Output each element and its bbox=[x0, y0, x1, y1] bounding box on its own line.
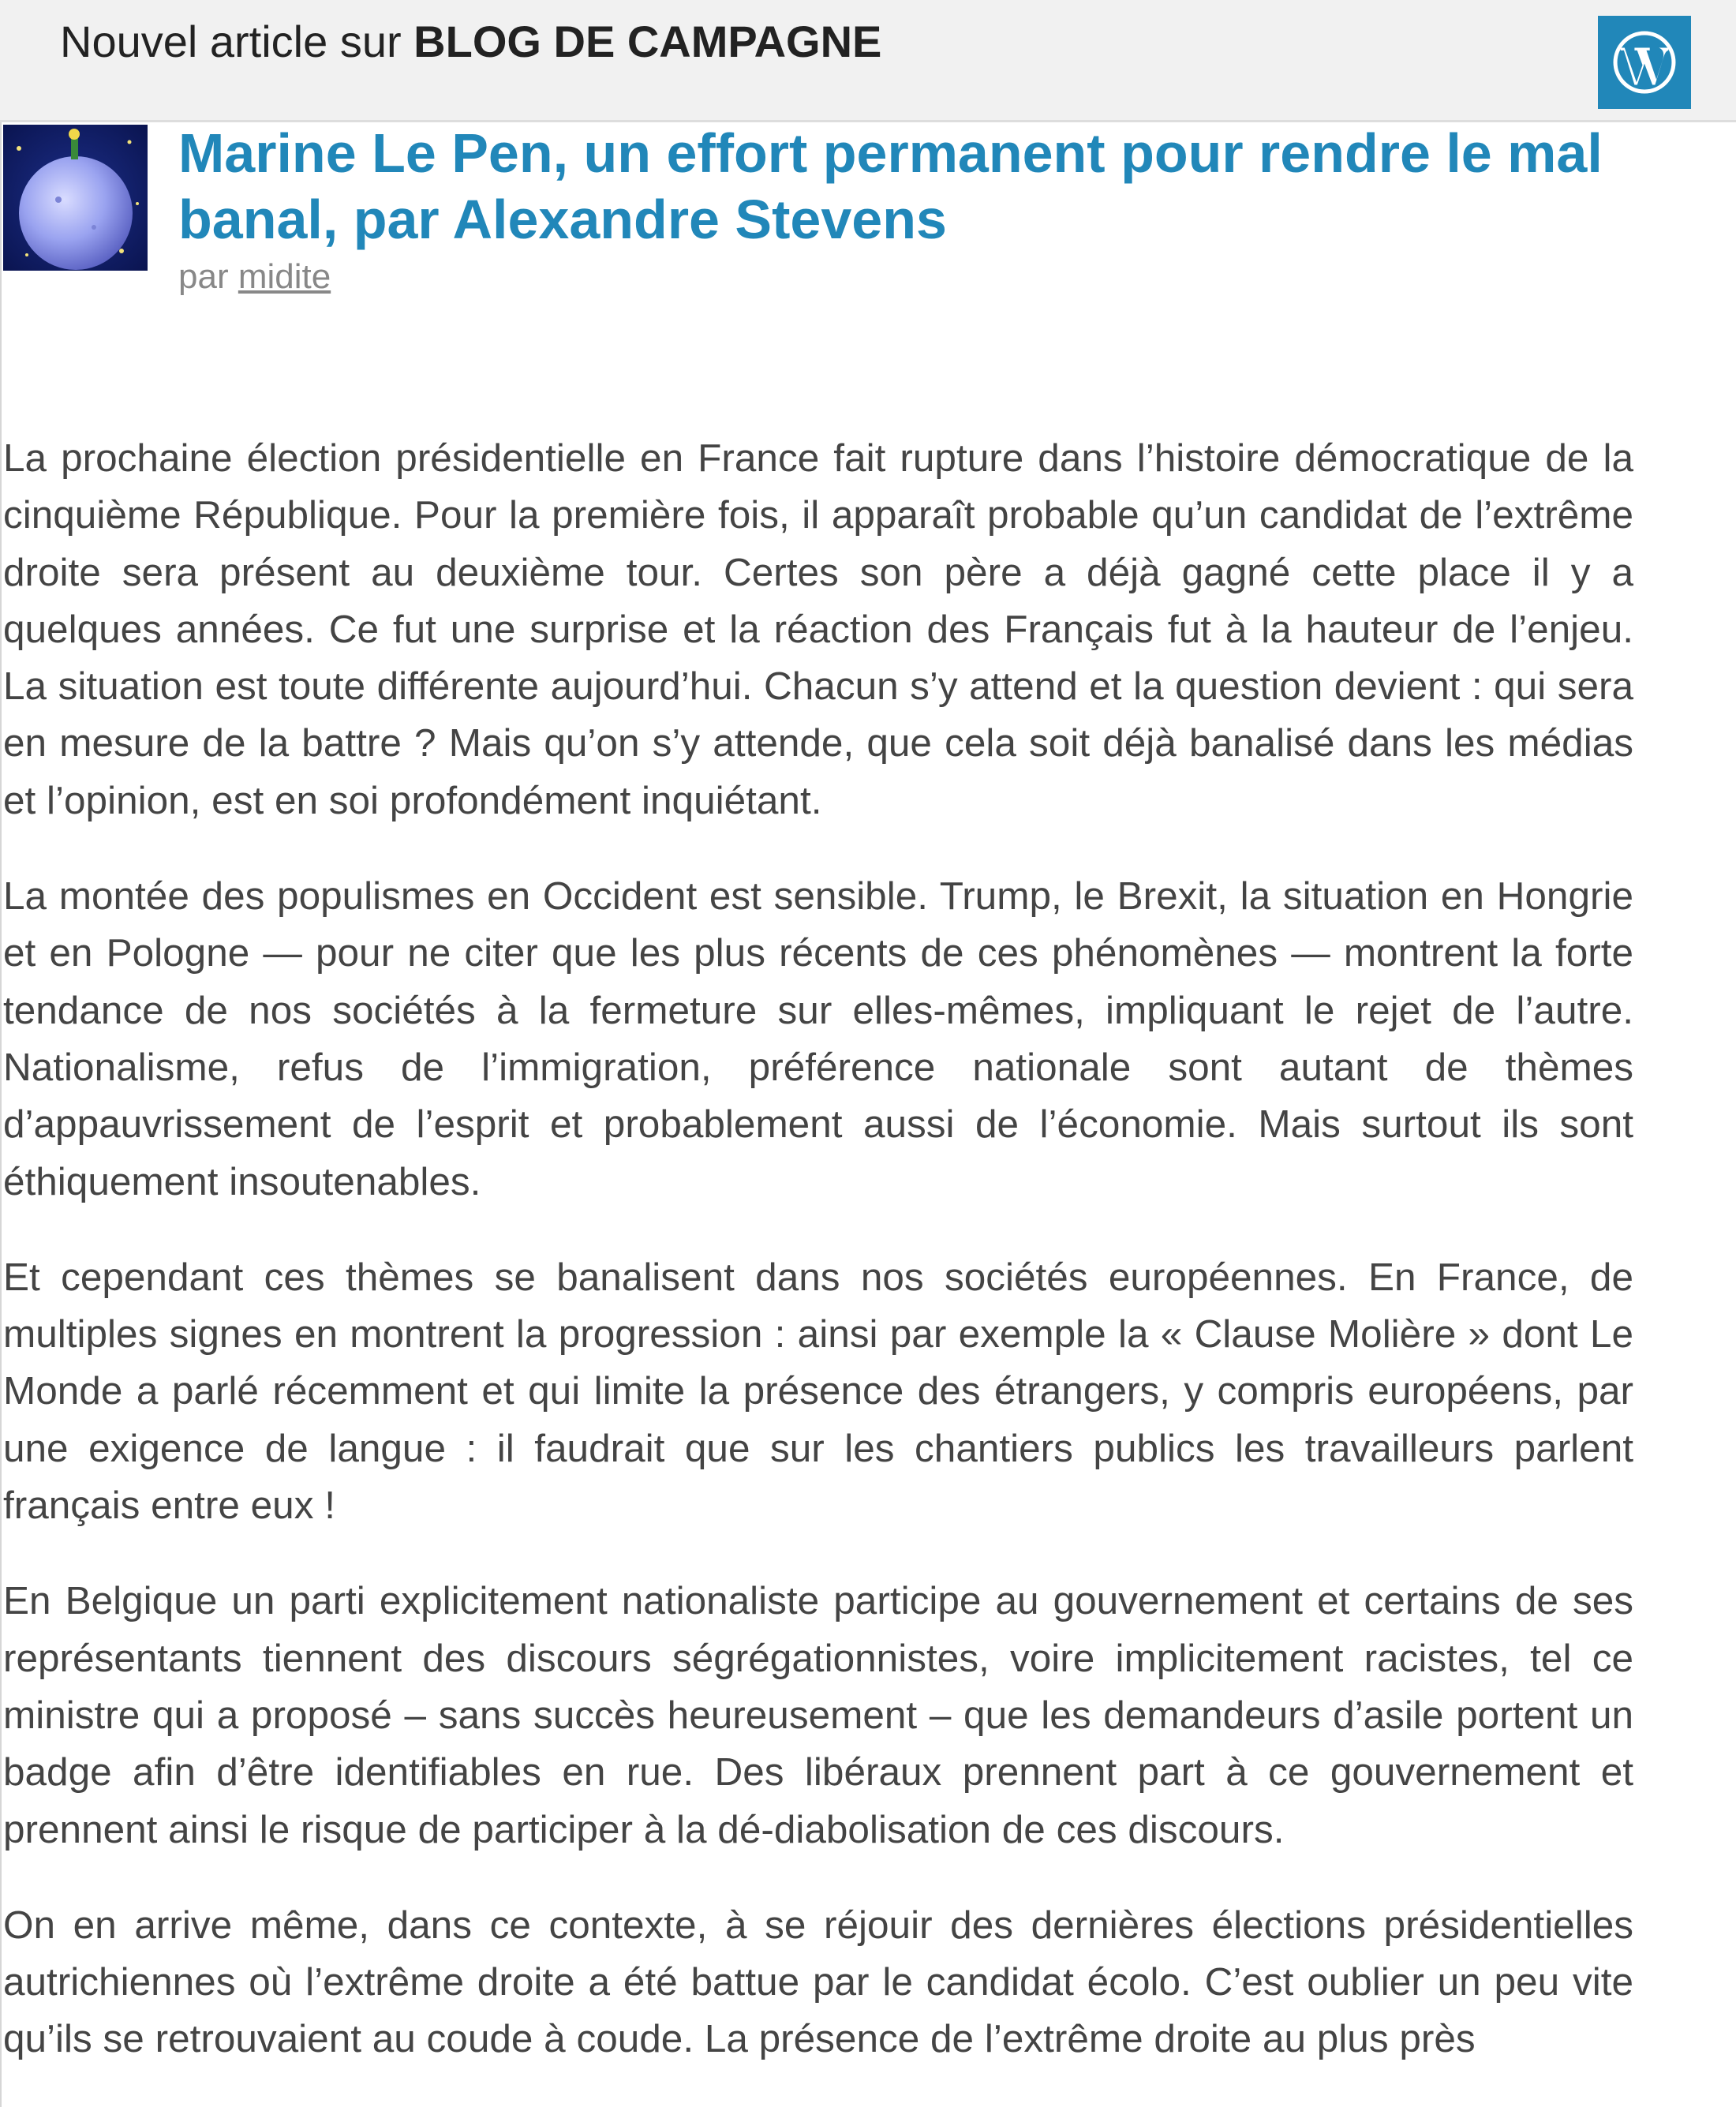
article-paragraph: Et cependant ces thèmes se banalisent dans nos sociétés européennes. En France, de multiples signes en montrent la progression : ainsi par exemple la « Clause Molière » dont Le Monde a parlé récemment et qui limite la présence des étrangers, y compris européens, par une exigence de langue : il faudrait que sur les chantiers publics les travailleurs parlent français entre eux ! bbox=[3, 1255, 1633, 1528]
wordpress-icon[interactable] bbox=[1598, 16, 1691, 109]
article-body bbox=[3, 430, 1633, 2107]
article-paragraph: La prochaine élection présidentielle en France fait rupture dans l’histoire démocratique de la cinquième République. Pour la première fois, il apparaît probable qu’un candidat de l’extrême droite sera présent au deuxième tour. Certes son père a déjà gagné cette place il y a quelques années. Ce fut une surprise et la réaction des Français fut à la hauteur de l’enjeu. La situation est toute différente aujourd’hui. Chacun s’y attend et la question devient : qui sera en mesure de la battre ? Mais qu’on s’y attende, que cela soit déjà banalisé dans les médias et l’opinion, est en soi profondément inquiétant. bbox=[3, 436, 1633, 822]
post-byline bbox=[178, 256, 331, 298]
header-title bbox=[60, 16, 881, 68]
article-paragraph: On en arrive même, dans ce contexte, à se réjouir des dernières élections présidentielles autrichiennes où l’extrême droite a été battue par le candidat écolo. C’est oublier un peu vite qu’ils se retrouvaient au coude à coude. La présence de l’extrême droite au plus près bbox=[3, 1903, 1633, 2061]
post-title[interactable]: Marine Le Pen, un effort permanent pour rendre le mal banal, par Alexandre Stevens bbox=[178, 122, 1603, 250]
author-link[interactable]: midite bbox=[238, 257, 331, 296]
left-border bbox=[0, 0, 2, 2107]
article-paragraph: La montée des populismes en Occident est sensible. Trump, le Brexit, la situation en Hongrie et en Pologne — pour ne citer que les plus récents de ces phénomènes — montrent la forte tendance de nos sociétés à la fermeture sur elles-mêmes, impliquant le rejet de l’autre. Nationalisme, refus de l’immigration, préférence nationale sont autant de thèmes d’appauvrissement de l’esprit et probablement aussi de l’économie. Mais surtout ils sont éthiquement insoutenables. bbox=[3, 874, 1633, 1203]
header-prefix: Nouvel article sur bbox=[60, 17, 414, 66]
notification-header bbox=[0, 0, 1736, 122]
article-paragraph: En Belgique un parti explicitement nationaliste participe au gouvernement et certains de ses représentants tiennent des discours ségrégationnistes, voire implicitement racistes, tel ce ministre qui a proposé – sans succès heureusement – que les demandeurs d’asile portent un badge afin d’être identifiables en rue. Des libéraux prennent part à ce gouvernement et prennent ainsi le risque de participer à la dé-diabolisation de ces discours. bbox=[3, 1579, 1633, 1851]
byline-prefix: par bbox=[178, 257, 238, 296]
wordpress-logo-icon bbox=[1611, 29, 1678, 95]
avatar-image bbox=[3, 125, 148, 271]
author-avatar[interactable] bbox=[3, 125, 148, 271]
blog-name[interactable]: BLOG DE CAMPAGNE bbox=[413, 17, 882, 66]
